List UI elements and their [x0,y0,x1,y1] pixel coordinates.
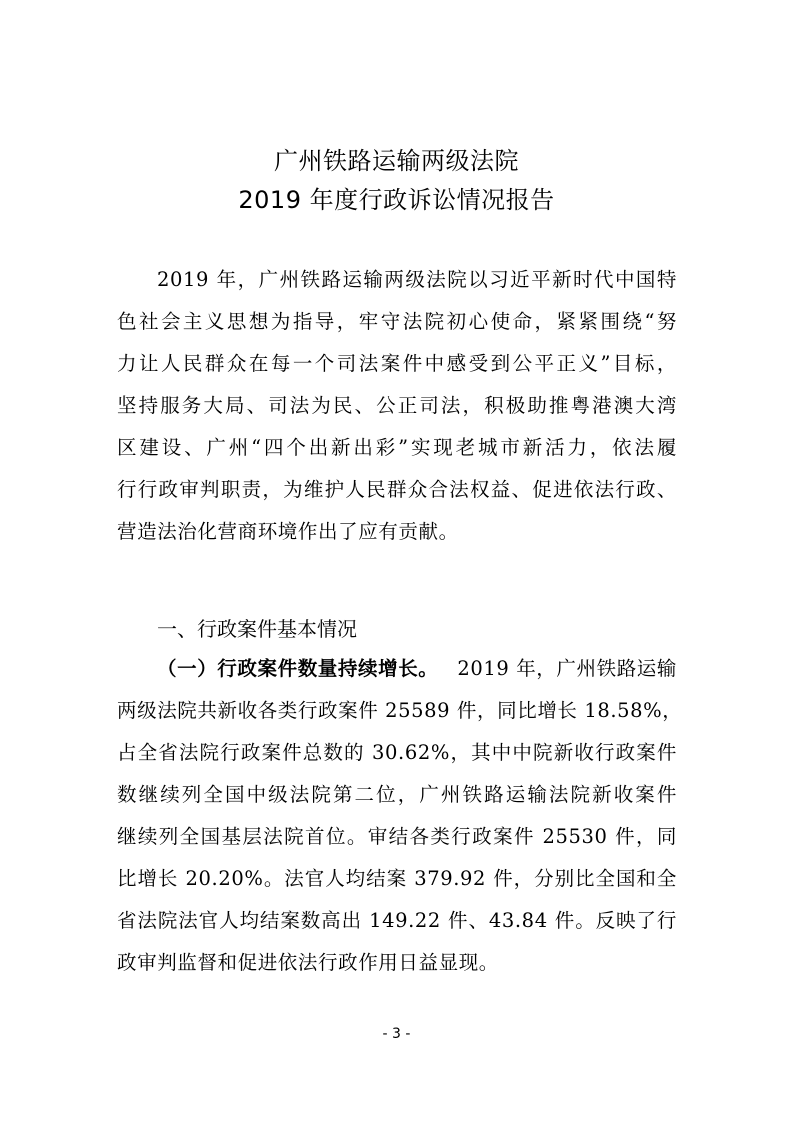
subsection-line-5: 继续列全国基层法院首位。审结各类行政案件 25530 件，同 [117,825,677,848]
intro-line-6: 行行政审判职责，为维护人民群众合法权益、促进依法行政、 [117,478,677,501]
intro-line-3: 力让人民群众在每一个司法案件中感受到公平正义”目标， [117,352,677,375]
intro-line-2: 色社会主义思想为指导，牢守法院初心使命，紧紧围绕“努 [117,310,677,333]
report-title-line1: 广州铁路运输两级法院 [274,147,519,175]
subsection-heading-bold: （一）行政案件数量持续增长。 [157,657,439,680]
subsection-line-6: 比增长 20.20%。法官人均结案 379.92 件，分别比全国和全 [117,867,677,890]
intro-line-7: 营造法治化营商环境作出了应有贡献。 [117,520,459,543]
intro-line-5: 区建设、广州“四个出新出彩”实现老城市新活力，依法履 [117,436,677,459]
subsection-first-line-rest: 2019 年，广州铁路运输 [457,657,677,680]
page-number: - 3 - [382,1026,411,1042]
report-title-line2: 2019 年度行政诉讼情况报告 [238,186,555,214]
intro-line-1: 2019 年，广州铁路运输两级法院以习近平新时代中国特 [157,268,677,291]
subsection-line-2: 两级法院共新收各类行政案件 25589 件，同比增长 18.58%， [117,699,683,722]
subsection-first-line [157,657,677,681]
subsection-line-4: 数继续列全国中级法院第二位，广州铁路运输法院新收案件 [117,783,677,806]
subsection-line-3: 占全省法院行政案件总数的 30.62%，其中中院新收行政案件 [117,741,677,764]
section-heading: 一、行政案件基本情况 [157,617,357,641]
intro-line-4: 坚持服务大局、司法为民、公正司法，积极助推粤港澳大湾 [117,394,677,417]
subsection-line-7: 省法院法官人均结案数高出 149.22 件、43.84 件。反映了行 [117,909,677,932]
subsection-line-8: 政审判监督和促进依法行政作用日益显现。 [117,951,499,974]
